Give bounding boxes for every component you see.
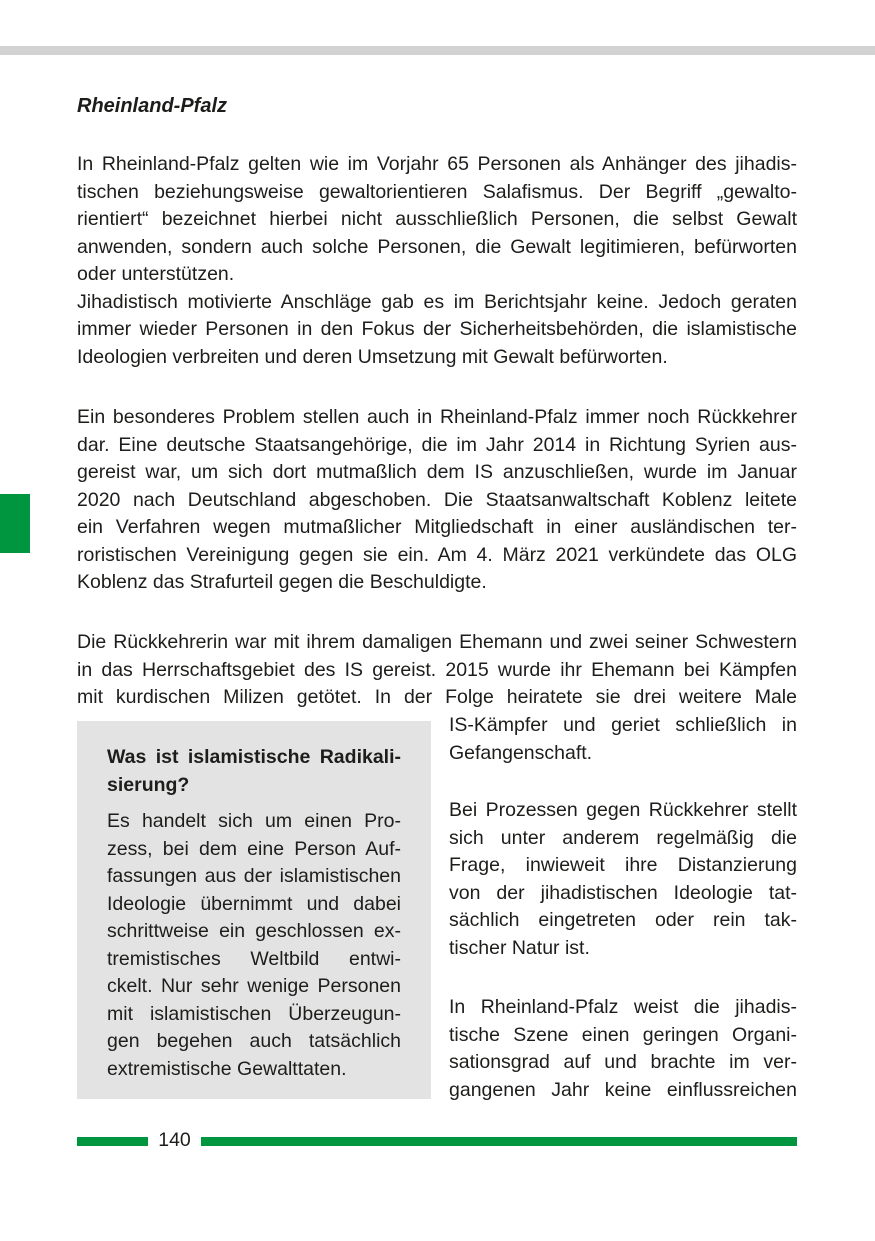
text-line: sich unter anderem regelmäßig die <box>449 826 797 849</box>
text-line: extremistische Gewalttaten. <box>107 1057 347 1080</box>
text-line: tremistisches Weltbild entwi- <box>107 947 401 970</box>
text-line: zess, bei dem eine Person Auf- <box>107 837 401 860</box>
text-line: Bei Prozessen gegen Rückkehrer stellt <box>449 799 797 821</box>
text-line: anwenden, sondern auch solche Personen, die Gewalt legitimieren, befürworten <box>77 235 797 258</box>
paragraph-3 <box>77 629 797 712</box>
text-line: tische Szene einen geringen Organi- <box>449 1023 797 1046</box>
text-line: immer wieder Personen in den Fokus der Sicherheitsbehörden, die islamistische <box>77 318 797 340</box>
paragraph-2 <box>77 404 797 597</box>
text-line: 2020 nach Deutschland abgeschoben. Die Staatsanwaltschaft Koblenz leitete <box>77 488 797 511</box>
text-line: gereist war, um sich dort mutmaßlich dem IS anzuschließen, wurde im Januar <box>77 461 797 483</box>
text-line: schrittweise ein geschlossen ex- <box>107 920 401 942</box>
right-column-paragraph-1 <box>449 712 797 767</box>
text-line: IS-Kämpfer und geriet schließlich in <box>449 714 797 736</box>
text-line: Ideologie übernimmt und dabei <box>107 892 401 915</box>
text-line: gangenen Jahr keine einflussreichen <box>449 1078 797 1101</box>
text-line: Gefangenschaft. <box>449 741 593 764</box>
text-line: sationsgrad auf und brachte im ver- <box>449 1051 797 1073</box>
chapter-tab-marker <box>0 494 30 553</box>
text-line: Frage, inwieweit ihre Distanzierung <box>449 854 797 876</box>
text-line: gen begehen auch tatsächlich <box>107 1030 401 1052</box>
text-line: Ein besonderes Problem stellen auch in Rheinland-Pfalz immer noch Rückkehrer <box>77 406 797 428</box>
text-line: Ideologien verbreiten und deren Umsetzung mit Gewalt befürworten. <box>77 345 668 368</box>
info-box <box>77 721 431 1099</box>
text-line: sierung? <box>107 773 190 796</box>
text-line: oder unterstützen. <box>77 263 235 285</box>
text-line: Die Rückkehrerin war mit ihrem damaligen Ehemann und zwei seiner Schwestern <box>77 631 797 653</box>
info-box-body <box>107 808 401 1083</box>
text-line: mit kurdischen Milizen getötet. In der Folge heiratete sie drei weitere Male <box>77 686 797 708</box>
text-line: roristischen Vereinigung gegen sie ein. Am 4. März 2021 verkündete das OLG <box>77 543 797 566</box>
text-line: sächlich eingetreten oder rein tak- <box>449 909 797 931</box>
section-heading: Rheinland-Pfalz <box>77 95 228 117</box>
text-line: dar. Eine deutsche Staatsangehörige, die im Jahr 2014 in Richtung Syrien aus- <box>77 433 797 456</box>
right-column-paragraph-2 <box>449 797 797 962</box>
text-line: mit islamistischen Überzeugun- <box>107 1002 401 1025</box>
text-line: Jihadistisch motivierte Anschläge gab es im Berichtsjahr keine. Jedoch geraten <box>77 290 797 313</box>
text-line: tischer Natur ist. <box>449 936 590 959</box>
text-line: fassungen aus der islamistischen <box>107 865 401 887</box>
text-line: ckelt. Nur sehr wenige Personen <box>107 975 401 997</box>
info-box-title <box>107 744 401 799</box>
text-line: Es handelt sich um einen Pro- <box>107 810 401 832</box>
text-line: In Rheinland-Pfalz gelten wie im Vorjahr 65 Personen als Anhänger des jihadis- <box>77 153 797 175</box>
top-rule <box>0 46 875 55</box>
footer-rule-left <box>77 1137 148 1146</box>
text-line: in das Herrschaftsgebiet des IS gereist. 2015 wurde ihr Ehemann bei Kämpfen <box>77 658 797 681</box>
right-column-paragraph-3 <box>449 994 797 1104</box>
paragraph-1 <box>77 151 797 371</box>
text-line: Koblenz das Strafurteil gegen die Beschuldigte. <box>77 571 487 593</box>
text-line: rientiert“ bezeichnet hierbei nicht ausschließlich Personen, die selbst Gewalt <box>77 208 797 230</box>
text-line: In Rheinland-Pfalz weist die jihadis- <box>449 996 797 1018</box>
text-line: Was ist islamistische Radikali- <box>107 746 401 768</box>
text-line: ein Verfahren wegen mutmaßlicher Mitgliedschaft in einer ausländischen ter- <box>77 516 797 538</box>
page-number: 140 <box>158 1129 191 1151</box>
footer-rule-right <box>201 1137 797 1146</box>
text-line: von der jihadistischen Ideologie tat- <box>449 881 797 904</box>
text-line: tischen beziehungsweise gewaltorientieren Salafismus. Der Begriff „gewalto- <box>77 180 797 203</box>
